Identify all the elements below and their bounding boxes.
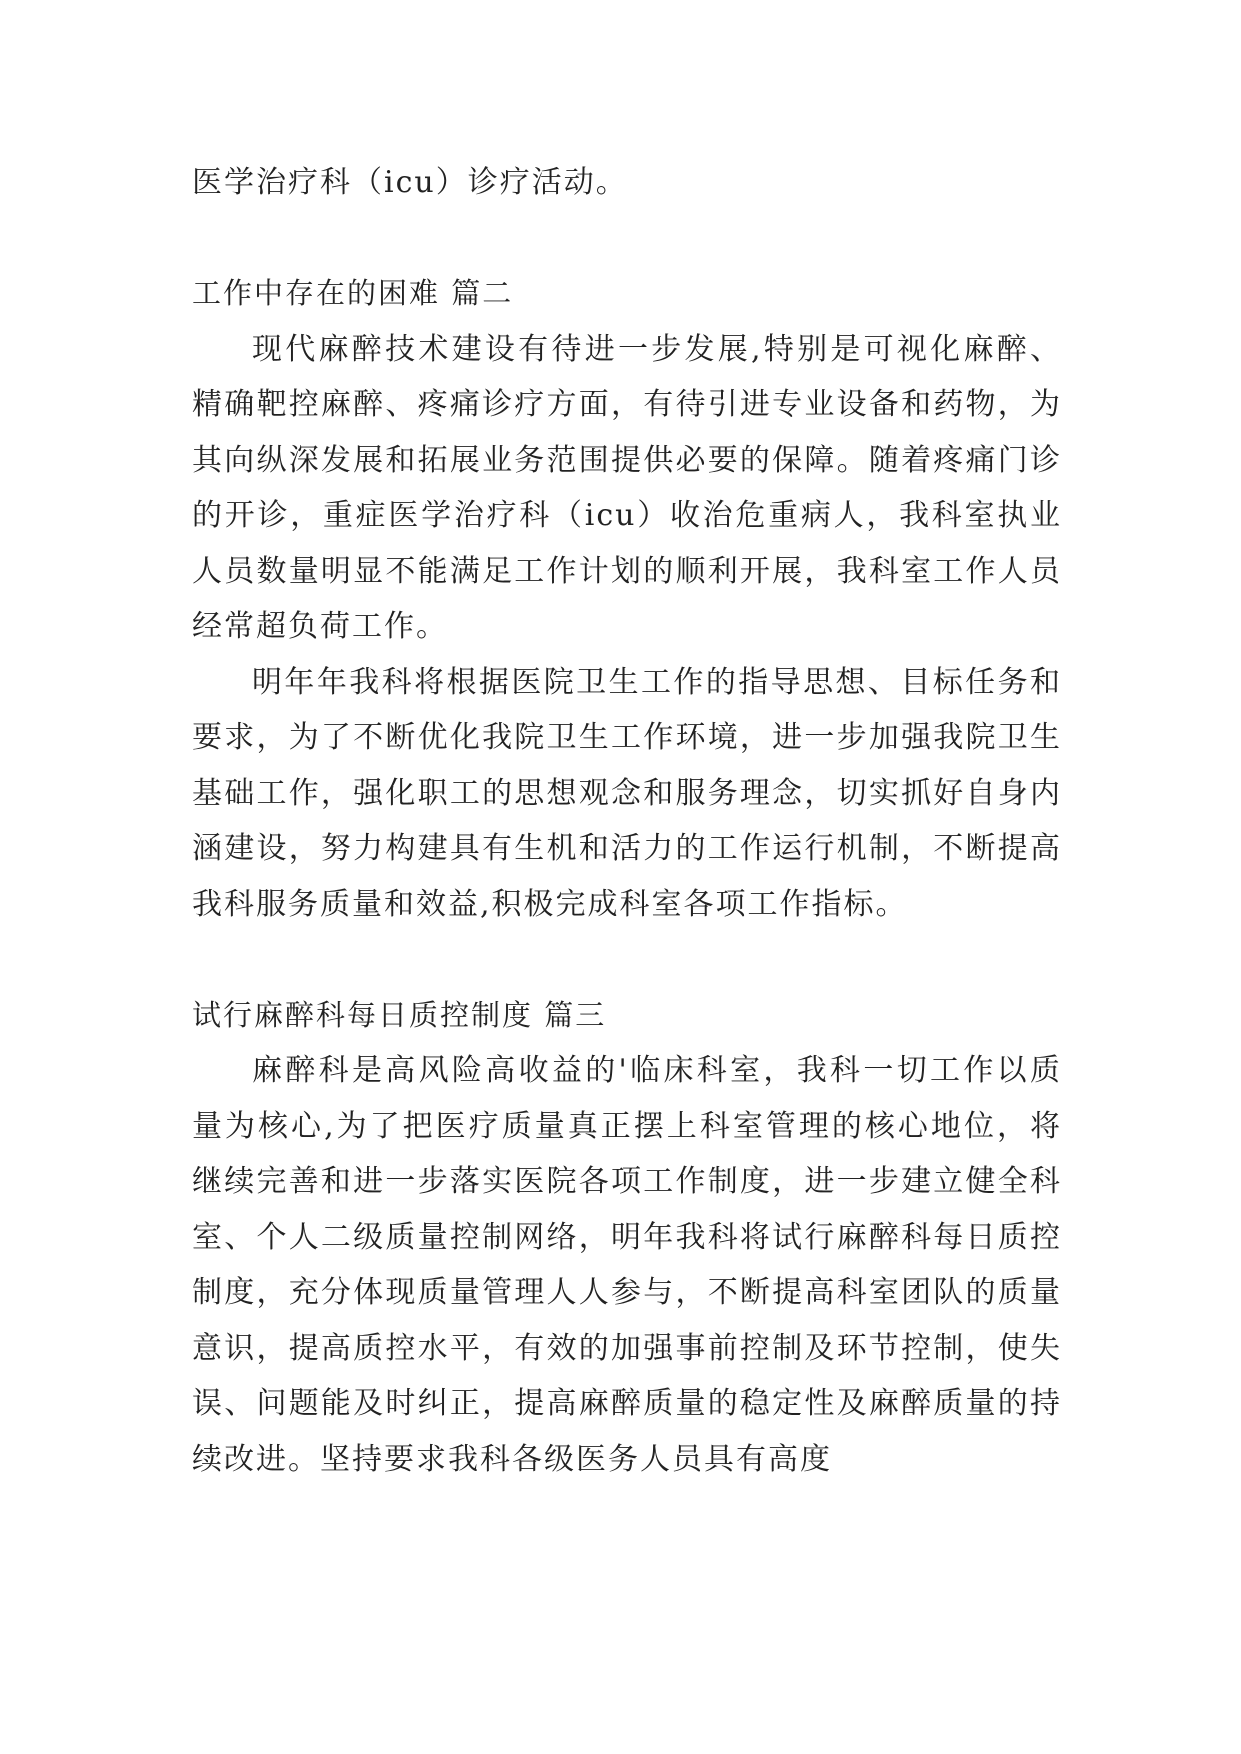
- section-3-paragraph-1: 麻醉科是高风险高收益的'临床科室，我科一切工作以质量为核心,为了把医疗质量真正摆上科室管理的核心地位，将继续完善和进一步落实医院各项工作制度，进一步建立健全科室、个人二级质量控制网络，明年我科将试行麻醉科每日质控制度，充分体现质量管理人人参与，不断提高科室团队的质量意识，提高质控水平，有效的加强事前控制及环节控制，使失误、问题能及时纠正，提高麻醉质量的稳定性及麻醉质量的持续改进。坚持要求我科各级医务人员具有高度: [192, 1053, 1062, 1477]
- section-heading-2: 工作中存在的困难 篇二: [192, 276, 514, 310]
- section-gap: [192, 932, 1062, 988]
- section-gap: [192, 211, 1062, 267]
- opening-line: 医学治疗科（icu）诊疗活动。: [192, 165, 628, 200]
- document-body: [192, 155, 1062, 1487]
- section-2-paragraph-2: 明年年我科将根据医院卫生工作的指导思想、目标任务和要求，为了不断优化我院卫生工作环境，进一步加强我院卫生基础工作，强化职工的思想观念和服务理念，切实抓好自身内涵建设，努力构建具有生机和活力的工作运行机制，不断提高我科服务质量和效益,积极完成科室各项工作指标。: [192, 664, 1062, 922]
- section-2-paragraph-1: 现代麻醉技术建设有待进一步发展,特别是可视化麻醉、精确靶控麻醉、疼痛诊疗方面，有待引进专业设备和药物，为其向纵深发展和拓展业务范围提供必要的保障。随着疼痛门诊的开诊，重症医学治疗科（icu）收治危重病人，我科室执业人员数量明显不能满足工作计划的顺利开展，我科室工作人员经常超负荷工作。: [192, 331, 1062, 644]
- section-heading-3: 试行麻醉科每日质控制度 篇三: [192, 997, 607, 1032]
